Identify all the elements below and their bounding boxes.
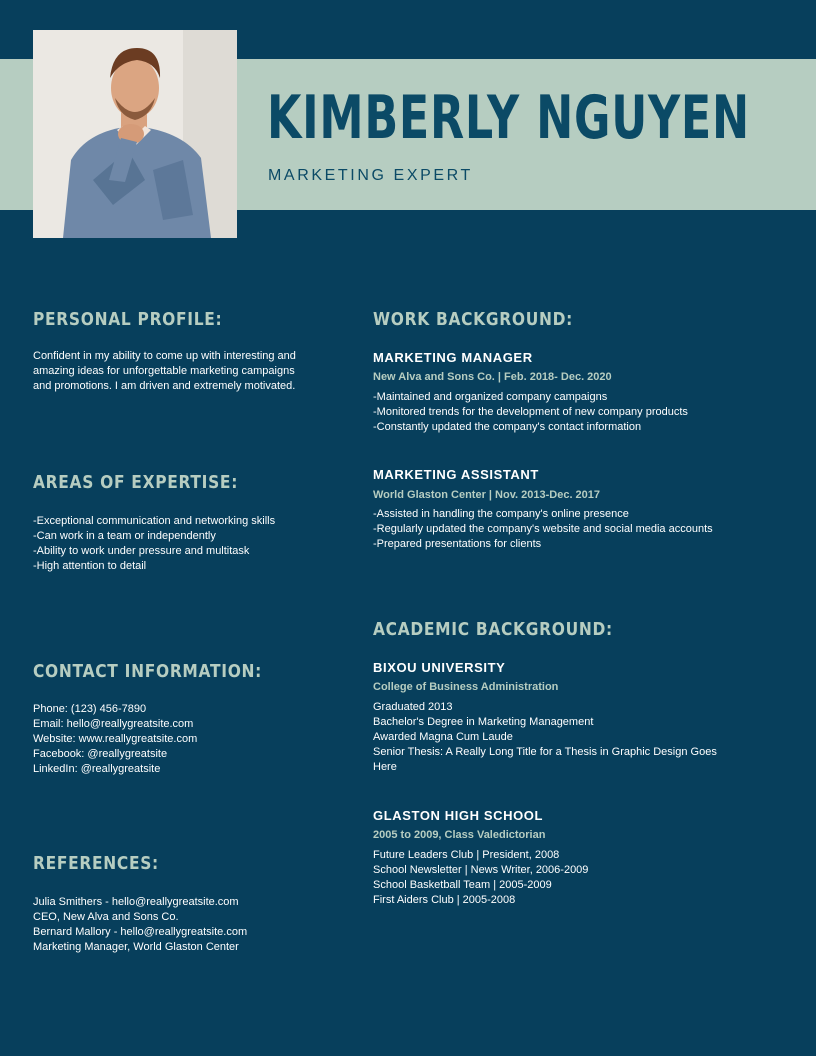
profile-line: and promotions. I am driven and extremely motivated. bbox=[33, 380, 296, 392]
job-duty: -Constantly updated the company's contact information bbox=[373, 421, 642, 433]
job-duty: -Maintained and organized company campaigns bbox=[373, 391, 608, 403]
contact-email: Email: hello@reallygreatsite.com bbox=[33, 718, 194, 730]
school-detail: First Aiders Club | 2005-2008 bbox=[373, 894, 516, 906]
school-detail: Senior Thesis: A Really Long Title for a Thesis in Graphic Design Goes bbox=[373, 746, 717, 758]
school-subtitle: 2005 to 2009, Class Valedictorian bbox=[373, 829, 546, 841]
profile-line: amazing ideas for unforgettable marketing campaigns bbox=[33, 365, 295, 377]
school-name: BIXOU UNIVERSITY bbox=[373, 660, 506, 675]
school-detail: School Newsletter | News Writer, 2006-2009 bbox=[373, 864, 589, 876]
reference-line: Marketing Manager, World Glaston Center bbox=[33, 941, 239, 953]
job-company-dates: New Alva and Sons Co. | Feb. 2018- Dec. 2020 bbox=[373, 371, 612, 383]
school-subtitle: College of Business Administration bbox=[373, 681, 559, 693]
job-title: MARKETING ASSISTANT bbox=[373, 467, 539, 482]
school-detail: Here bbox=[373, 761, 397, 773]
school-details bbox=[373, 848, 588, 908]
personal-profile-heading: PERSONAL PROFILE: bbox=[33, 309, 223, 330]
reference-line: Bernard Mallory - hello@reallygreatsite.com bbox=[33, 926, 248, 938]
references-list bbox=[33, 895, 247, 955]
contact-list bbox=[33, 702, 197, 777]
job-duty: -Assisted in handling the company's online presence bbox=[373, 508, 629, 520]
references-heading: REFERENCES: bbox=[33, 853, 159, 874]
profile-photo bbox=[33, 30, 237, 238]
job-duties bbox=[373, 507, 713, 552]
expertise-item: -Ability to work under pressure and multitask bbox=[33, 545, 250, 557]
personal-profile-text bbox=[33, 349, 296, 394]
school-detail: Graduated 2013 bbox=[373, 701, 453, 713]
academic-heading: ACADEMIC BACKGROUND: bbox=[373, 619, 613, 640]
candidate-title: MARKETING EXPERT bbox=[268, 167, 473, 184]
job-duty: -Regularly updated the company's website and social media accounts bbox=[373, 523, 713, 535]
contact-facebook: Facebook: @reallygreatsite bbox=[33, 748, 168, 760]
school-detail: Future Leaders Club | President, 2008 bbox=[373, 849, 560, 861]
work-heading: WORK BACKGROUND: bbox=[373, 309, 574, 330]
job-title: MARKETING MANAGER bbox=[373, 350, 533, 365]
expertise-list bbox=[33, 514, 275, 574]
contact-phone: Phone: (123) 456-7890 bbox=[33, 703, 147, 715]
reference-line: Julia Smithers - hello@reallygreatsite.com bbox=[33, 896, 239, 908]
contact-website: Website: www.reallygreatsite.com bbox=[33, 733, 198, 745]
school-detail: Bachelor's Degree in Marketing Management bbox=[373, 716, 594, 728]
profile-line: Confident in my ability to come up with interesting and bbox=[33, 350, 296, 362]
expertise-item: -Exceptional communication and networking skills bbox=[33, 515, 276, 527]
expertise-item: -High attention to detail bbox=[33, 560, 147, 572]
job-company-dates: World Glaston Center | Nov. 2013-Dec. 2017 bbox=[373, 489, 601, 501]
school-name: GLASTON HIGH SCHOOL bbox=[373, 808, 544, 823]
job-duties bbox=[373, 390, 688, 435]
expertise-heading: AREAS OF EXPERTISE: bbox=[33, 472, 239, 493]
school-detail: Awarded Magna Cum Laude bbox=[373, 731, 513, 743]
contact-heading: CONTACT INFORMATION: bbox=[33, 661, 263, 682]
job-duty: -Monitored trends for the development of new company products bbox=[373, 406, 688, 418]
expertise-item: -Can work in a team or independently bbox=[33, 530, 216, 542]
job-duty: -Prepared presentations for clients bbox=[373, 538, 542, 550]
candidate-name: KIMBERLY NGUYEN bbox=[267, 83, 750, 153]
school-detail: School Basketball Team | 2005-2009 bbox=[373, 879, 552, 891]
school-details bbox=[373, 700, 717, 775]
contact-linkedin: LinkedIn: @reallygreatsite bbox=[33, 763, 161, 775]
reference-line: CEO, New Alva and Sons Co. bbox=[33, 911, 179, 923]
